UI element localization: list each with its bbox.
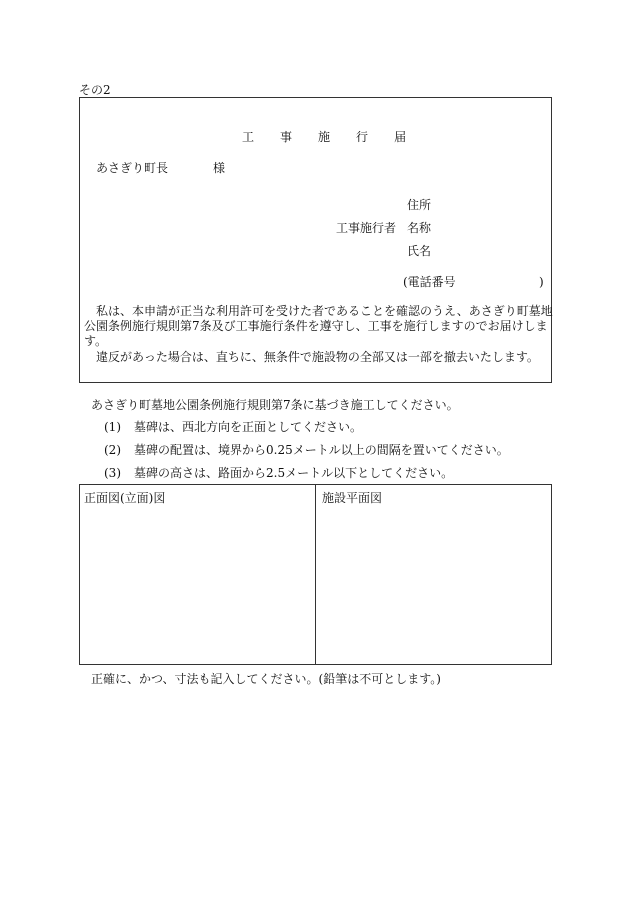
declaration-line-1: 私は、本申請が正当な利用許可を受けた者であることを確認のうえ、あさぎり町墓地 (96, 304, 553, 318)
condition-text: 墓碑の配置は、境界から0.25メートル以上の間隔を置いてください。 (134, 443, 509, 457)
declaration-line-2: 公園条例施行規則第7条及び工事施行条件を遵守し、工事を施行しますのでお届けしま (84, 319, 548, 333)
phone-number-label: (電話番号 (403, 275, 456, 289)
drawing-table-divider (315, 484, 316, 665)
violation-statement: 違反があった場合は、直ちに、無条件で施設物の全部又は一部を撤去いたします。 (96, 350, 539, 364)
addressee: あさぎり町長 (96, 161, 169, 175)
conditions-intro: あさぎり町墓地公園条例施行規則第7条に基づき施工してください。 (91, 398, 459, 412)
title-char: 行 (356, 130, 369, 144)
form-number-label: その2 (79, 83, 111, 97)
footer-note: 正確に、かつ、寸法も記入してください。(鉛筆は不可とします。) (91, 672, 441, 686)
applicant-role-label: 工事施行者 (336, 221, 397, 235)
declaration-line-3: す。 (84, 334, 108, 348)
title-char: 届 (394, 130, 407, 144)
address-label: 住所 (407, 198, 432, 212)
title-char: 事 (280, 130, 293, 144)
person-name-label: 氏名 (407, 244, 432, 258)
phone-close-paren: ) (539, 275, 544, 289)
title-char: 工 (242, 130, 255, 144)
addressee-honorific: 様 (213, 161, 226, 175)
company-name-label: 名称 (407, 221, 432, 235)
form-title (242, 131, 406, 143)
plan-drawing-label: 施設平面図 (322, 491, 383, 505)
condition-number: (3) (104, 466, 121, 480)
condition-number: (2) (104, 443, 121, 457)
condition-number: (1) (104, 420, 121, 434)
condition-text: 墓碑は、西北方向を正面としてください。 (134, 420, 363, 434)
elevation-drawing-label: 正面図(立面)図 (84, 491, 166, 505)
title-char: 施 (318, 130, 331, 144)
condition-text: 墓碑の高さは、路面から2.5メートル以下としてください。 (134, 466, 454, 480)
